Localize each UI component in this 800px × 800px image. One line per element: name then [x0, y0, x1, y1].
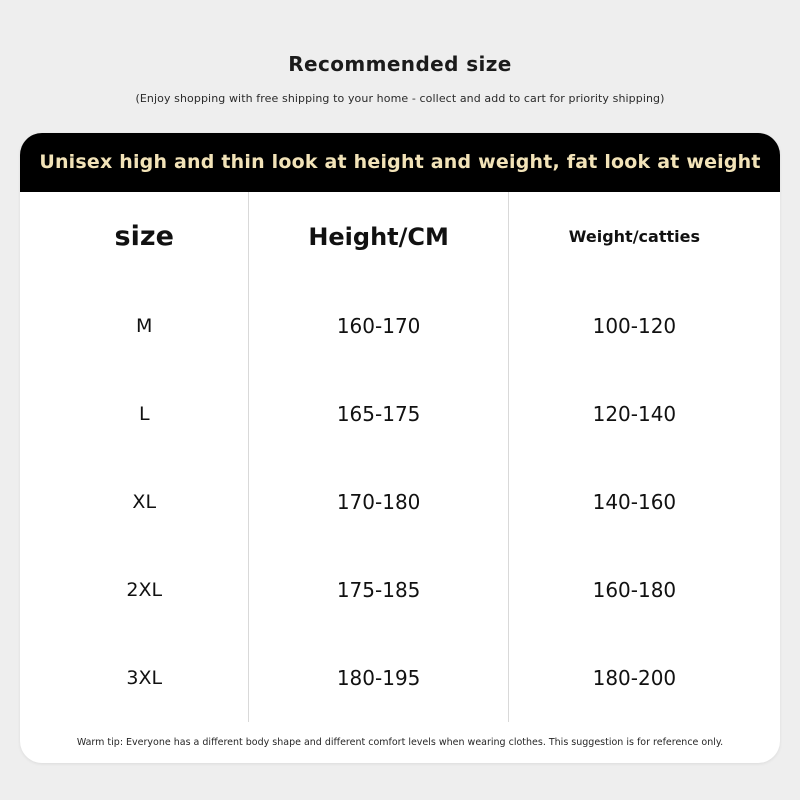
card-footer: [20, 722, 780, 763]
size-table-body: [40, 282, 760, 722]
cell-weight: 160-180: [592, 577, 677, 602]
table-row: [40, 282, 760, 370]
table-header-row: [40, 192, 760, 282]
cell-weight: 140-160: [592, 489, 677, 514]
table-row: [40, 370, 760, 458]
cell-height: 170-180: [249, 458, 508, 546]
cell-height: 175-185: [249, 546, 508, 634]
size-table: [40, 192, 760, 722]
cell-height: 165-175: [249, 370, 508, 458]
cell-size: L: [138, 402, 150, 425]
card-banner: [20, 133, 780, 192]
cell-weight: 180-200: [592, 665, 677, 690]
header-height: Height/CM: [249, 192, 508, 282]
size-table-head: [40, 192, 760, 282]
table-row: [40, 458, 760, 546]
cell-weight: 100-120: [592, 313, 677, 338]
header-size: size: [114, 221, 174, 253]
cell-size: XL: [132, 490, 157, 513]
cell-height: 180-195: [249, 634, 508, 722]
page-subtitle: (Enjoy shopping with free shipping to your home - collect and add to cart for priority shipping): [135, 92, 665, 105]
cell-size: 2XL: [126, 578, 163, 601]
header-weight: Weight/catties: [568, 227, 700, 247]
table-row: [40, 634, 760, 722]
table-row: [40, 546, 760, 634]
cell-weight: 120-140: [592, 401, 677, 426]
page-title: Recommended size: [288, 52, 512, 76]
warm-tip-note: Warm tip: Everyone has a different body shape and different comfort levels when wearing clothes. This suggestion is for reference only.: [76, 736, 724, 748]
cell-size: M: [136, 314, 153, 337]
cell-size: 3XL: [126, 666, 163, 689]
size-table-container: [20, 192, 780, 722]
cell-height: 160-170: [249, 282, 508, 370]
card-banner-label: Unisex high and thin look at height and weight, fat look at weight: [39, 151, 761, 174]
page-header: [0, 0, 800, 105]
size-chart-card: [20, 133, 780, 763]
